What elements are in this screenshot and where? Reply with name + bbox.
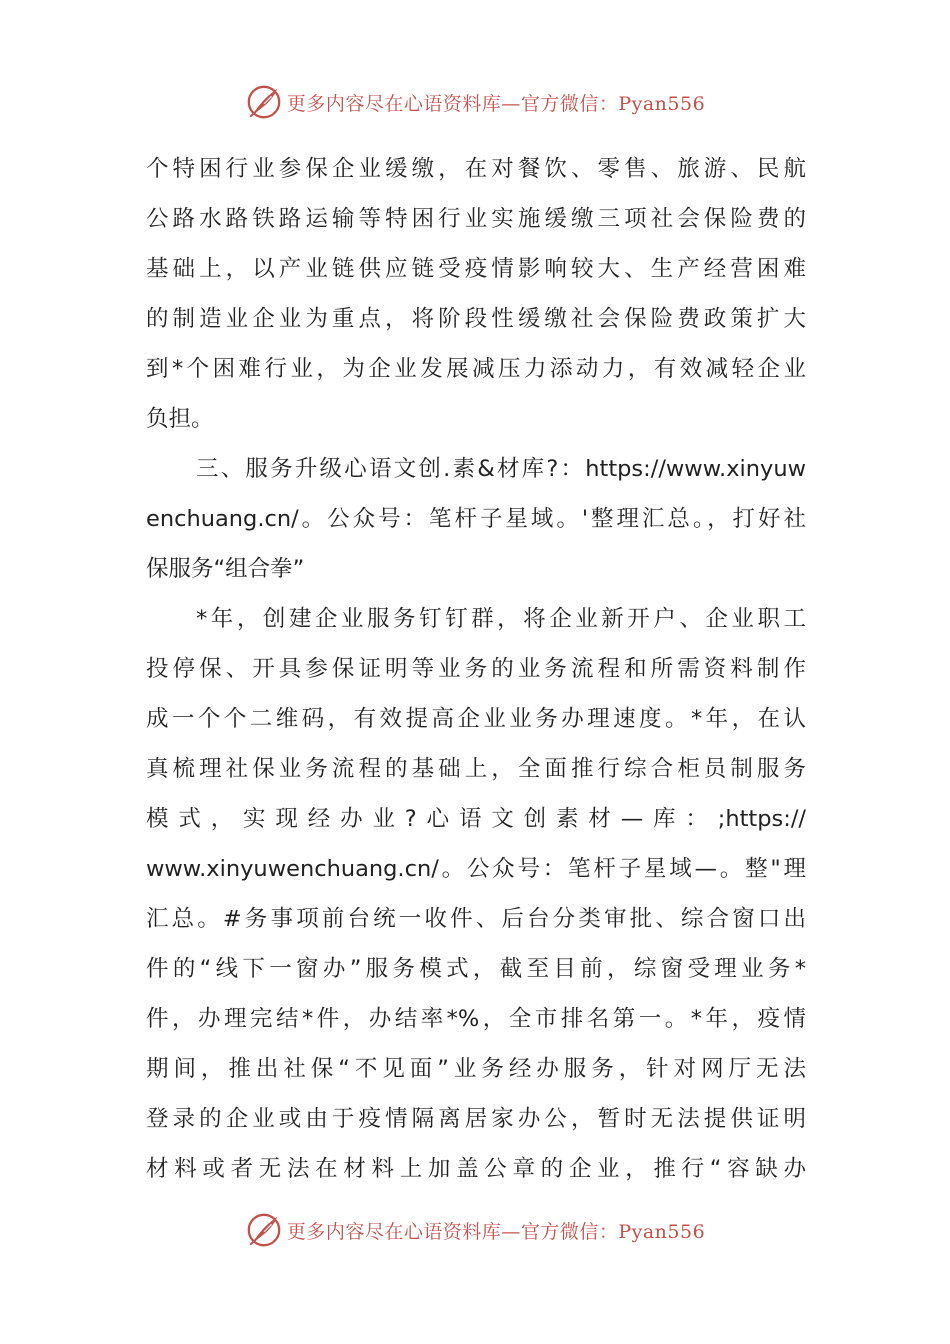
header-banner: [0, 80, 950, 124]
text-line: 真梳理社保业务流程的基础上，全面推行综合柜员制服务: [146, 756, 806, 782]
text-line: 件的“线下一窗办”服务模式，截至目前，综窗受理业务*: [146, 956, 806, 982]
text-line: 件，办理完结*件，办结率*%，全市排名第一。*年，疫情: [146, 1006, 806, 1032]
text-line: 保服务“组合拳”: [146, 556, 305, 582]
text-line: 个特困行业参保企业缓缴，在对餐饮、零售、旅游、民航: [146, 156, 806, 182]
text-line: enchuang.cn/。公众号：笔杆子星域。'整理汇总。，打好社: [146, 506, 806, 532]
document-body: [146, 144, 806, 1194]
text-line: 到*个困难行业，为企业发展减压力添动力，有效减轻企业: [146, 356, 806, 382]
feather-pen-logo-icon: [245, 83, 283, 121]
feather-pen-logo-icon: [245, 1211, 283, 1249]
text-line: 登录的企业或由于疫情隔离居家办公，暂时无法提供证明: [146, 1106, 806, 1132]
text-line: 公路水路铁路运输等特困行业实施缓缴三项社会保险费的: [146, 206, 806, 232]
text-line: 基础上，以产业链供应链受疫情影响较大、生产经营困难: [146, 256, 806, 282]
footer-banner: [0, 1208, 950, 1252]
section-heading-line: 三、服务升级心语文创.素&材库?：https://www.xinyuw: [196, 456, 806, 482]
text-line: 负担。: [146, 406, 214, 432]
text-line: 汇总。#务事项前台统一收件、后台分类审批、综合窗口出: [146, 906, 806, 932]
header-banner-text: 更多内容尽在心语资料库—官方微信：Pyan556: [286, 92, 706, 115]
text-line: 成一个个二维码，有效提高企业业务办理速度。*年，在认: [146, 706, 806, 732]
paragraph-start-line: *年，创建企业服务钉钉群，将企业新开户、企业职工: [196, 606, 806, 632]
text-line: 模式，实现经办业?心语文创素材—库：;https://: [146, 806, 806, 832]
text-line: 的制造业企业为重点，将阶段性缓缴社会保险费政策扩大: [146, 306, 806, 332]
text-line: www.xinyuwenchuang.cn/。公众号：笔杆子星域—。整"理: [146, 856, 806, 882]
text-line: 期间，推出社保“不见面”业务经办服务，针对网厅无法: [146, 1056, 806, 1082]
text-line: 材料或者无法在材料上加盖公章的企业，推行“容缺办: [146, 1156, 806, 1182]
footer-banner-text: 更多内容尽在心语资料库—官方微信：Pyan556: [286, 1220, 706, 1243]
text-line: 投停保、开具参保证明等业务的业务流程和所需资料制作: [146, 656, 806, 682]
